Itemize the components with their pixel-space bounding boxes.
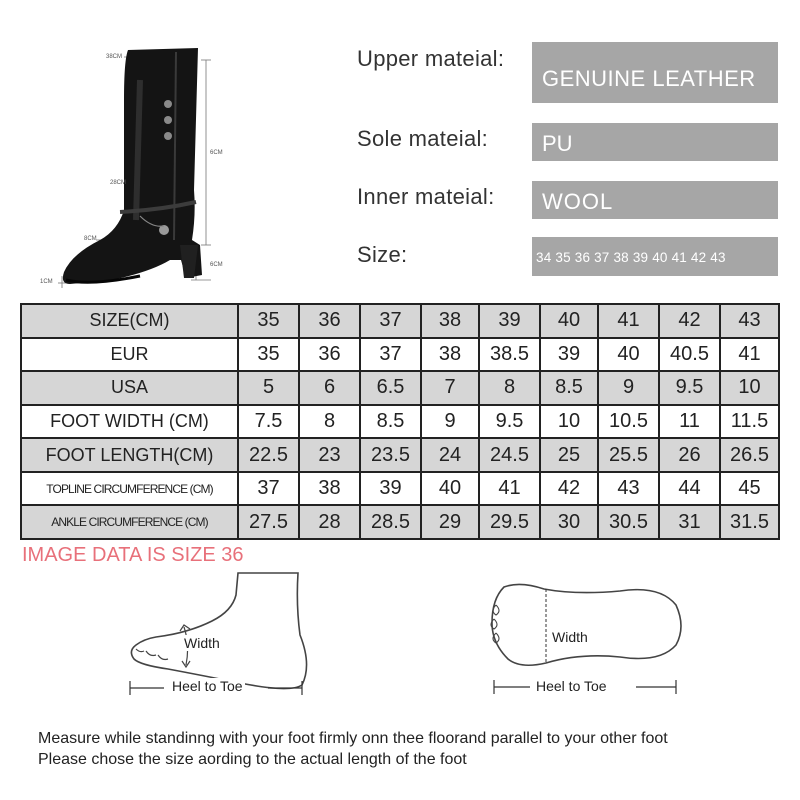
size-chart-cell: 9.5 [659, 371, 720, 405]
size-chart-cell: 7.5 [238, 405, 299, 439]
size-chart-cell: 40.5 [659, 338, 720, 372]
size-chart-row [21, 338, 779, 372]
size-chart-cell: 23.5 [360, 438, 421, 472]
size-chart-cell: 43 [598, 472, 659, 506]
size-chart-cell: 42 [659, 304, 720, 338]
upper-material-value: GENUINE LEATHER [542, 66, 756, 91]
size-chart-cell: 6 [299, 371, 360, 405]
size-chart-cell: 29 [421, 505, 479, 539]
size-chart-cell: 6.5 [360, 371, 421, 405]
size-chart-row-header: TOPLINE CIRCUMFERENCE (CM) [21, 472, 238, 506]
size-chart-cell: 37 [360, 338, 421, 372]
size-chart-cell: 9 [598, 371, 659, 405]
inner-material-value: WOOL [542, 189, 614, 214]
boot-image [0, 40, 240, 295]
size-chart-cell: 22.5 [238, 438, 299, 472]
size-chart-cell: 42 [540, 472, 598, 506]
inner-material-label: Inner mateial: [357, 184, 495, 209]
boot-dim-ankle: 8CM [84, 236, 97, 242]
size-chart-cell: 31.5 [720, 505, 779, 539]
size-chart-cell: 37 [238, 472, 299, 506]
size-chart-cell: 40 [421, 472, 479, 506]
size-chart-cell: 9 [421, 405, 479, 439]
size-chart-cell: 10 [720, 371, 779, 405]
size-chart-row [21, 405, 779, 439]
size-chart-cell: 41 [720, 338, 779, 372]
size-chart-cell: 37 [360, 304, 421, 338]
boot-illustration [0, 40, 240, 295]
size-chart-row-header: SIZE(CM) [21, 304, 238, 338]
size-chart-cell: 25.5 [598, 438, 659, 472]
size-chart-cell: 40 [598, 338, 659, 372]
size-chart-cell: 39 [479, 304, 540, 338]
size-chart-row [21, 438, 779, 472]
size-chart-cell: 26.5 [720, 438, 779, 472]
size-note: IMAGE DATA IS SIZE 36 [22, 544, 244, 566]
size-chart-cell: 40 [540, 304, 598, 338]
size-chart-cell: 45 [720, 472, 779, 506]
size-chart-row [21, 505, 779, 539]
instruction-line-1: Measure while standinng with your foot firmly onn thee floorand parallel to your other foot [38, 730, 668, 747]
instruction-line-2: Please chose the size aording to the actual length of the foot [38, 751, 467, 768]
size-chart-cell: 35 [238, 338, 299, 372]
size-chart-cell: 38 [421, 304, 479, 338]
size-chart-cell: 41 [479, 472, 540, 506]
size-chart-cell: 8.5 [360, 405, 421, 439]
size-chart-cell: 35 [238, 304, 299, 338]
size-chart-cell: 28 [299, 505, 360, 539]
foot-bottom-width-label: Width [552, 629, 588, 645]
inner-material-box [532, 181, 778, 219]
size-chart-cell: 44 [659, 472, 720, 506]
size-chart-cell: 23 [299, 438, 360, 472]
size-chart-row [21, 304, 779, 338]
size-chart-cell: 28.5 [360, 505, 421, 539]
size-label: Size: [357, 242, 408, 267]
size-chart-cell: 29.5 [479, 505, 540, 539]
size-chart-cell: 5 [238, 371, 299, 405]
size-chart-cell: 8 [299, 405, 360, 439]
foot-bottom-length-label: Heel to Toe [536, 678, 607, 694]
boot-dim-heel: 6CM [210, 262, 223, 268]
size-chart-cell: 38.5 [479, 338, 540, 372]
boot-dim-sole: 1CM [40, 279, 53, 285]
size-chart-cell: 27.5 [238, 505, 299, 539]
size-chart-cell: 24.5 [479, 438, 540, 472]
size-chart-cell: 25 [540, 438, 598, 472]
size-chart-cell: 41 [598, 304, 659, 338]
size-chart-cell: 38 [421, 338, 479, 372]
size-chart-cell: 39 [540, 338, 598, 372]
size-chart-cell: 9.5 [479, 405, 540, 439]
size-chart-cell: 24 [421, 438, 479, 472]
size-chart-cell: 31 [659, 505, 720, 539]
size-chart-row-header: USA [21, 371, 238, 405]
size-chart-row [21, 371, 779, 405]
sole-material-box [532, 123, 778, 161]
size-chart-cell: 10.5 [598, 405, 659, 439]
foot-bottom-diagram [480, 565, 690, 705]
size-chart-cell: 38 [299, 472, 360, 506]
boot-dim-shaft: 6CM [210, 150, 223, 156]
size-chart-body [21, 304, 779, 539]
size-chart-cell: 11 [659, 405, 720, 439]
size-chart-cell: 7 [421, 371, 479, 405]
size-chart-cell: 39 [360, 472, 421, 506]
size-chart-cell: 8.5 [540, 371, 598, 405]
size-chart-cell: 10 [540, 405, 598, 439]
upper-material-label: Upper mateial: [357, 46, 505, 71]
size-chart-cell: 11.5 [720, 405, 779, 439]
size-chart-cell: 30 [540, 505, 598, 539]
size-chart-row-header: FOOT WIDTH (CM) [21, 405, 238, 439]
boot-dim-top: 38CM [106, 54, 123, 60]
size-chart-table [20, 303, 780, 540]
size-chart-row-header: ANKLE CIRCUMFERENCE (CM) [21, 505, 238, 539]
size-chart-cell: 8 [479, 371, 540, 405]
size-chart-cell: 43 [720, 304, 779, 338]
size-chart-row-header: EUR [21, 338, 238, 372]
upper-material-box [532, 42, 778, 103]
size-range-box [532, 237, 778, 276]
sole-material-label: Sole mateial: [357, 126, 489, 151]
size-chart-cell: 36 [299, 304, 360, 338]
size-chart-cell: 30.5 [598, 505, 659, 539]
size-chart-cell: 36 [299, 338, 360, 372]
size-chart-row [21, 472, 779, 506]
foot-side-length-label: Heel to Toe [172, 678, 243, 694]
size-chart-cell: 26 [659, 438, 720, 472]
boot-dim-mid: 28CM [110, 180, 127, 186]
size-chart-row-header: FOOT LENGTH(CM) [21, 438, 238, 472]
foot-side-width-label: Width [184, 635, 220, 651]
foot-side-diagram [120, 565, 320, 705]
sole-material-value: PU [542, 131, 573, 156]
size-range-value: 34 35 36 37 38 39 40 41 42 43 [536, 250, 726, 265]
